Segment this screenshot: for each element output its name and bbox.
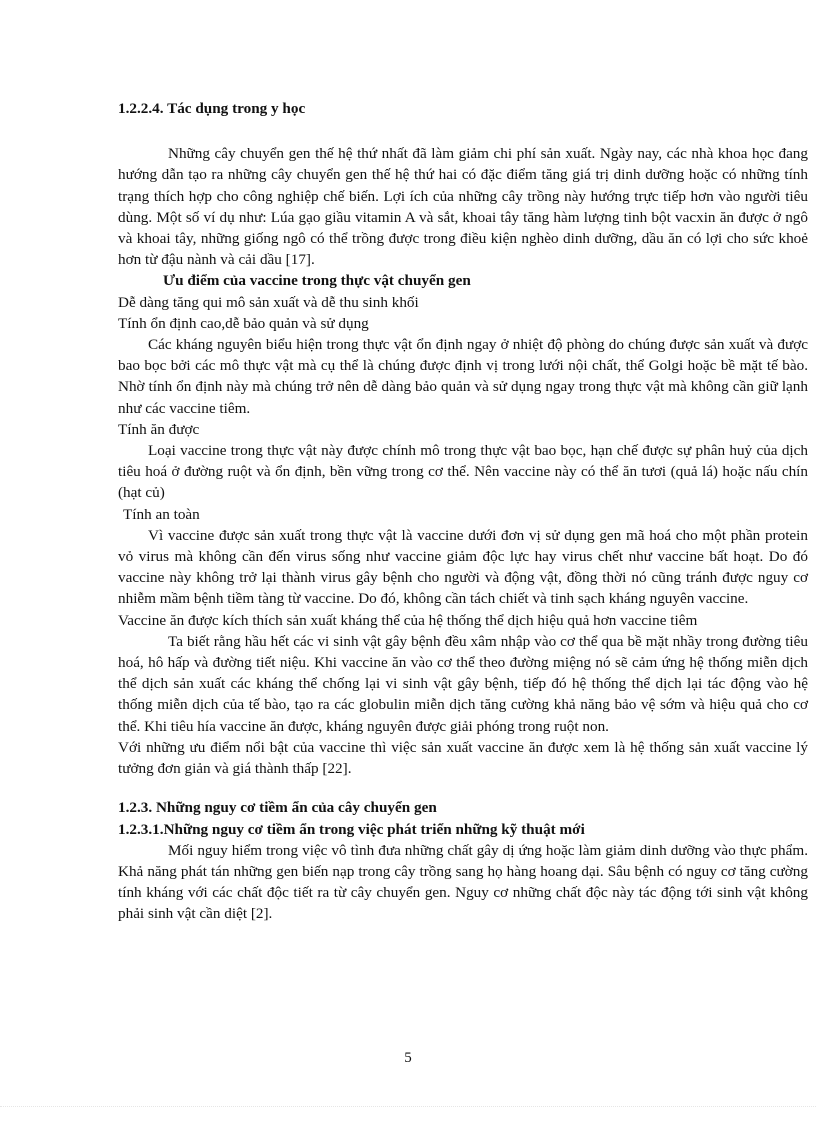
edible-paragraph: Loại vaccine trong thực vật này được chính mô trong thực vật bao bọc, hạn chế được sự phân huỷ của dịch tiêu hoá ở đường ruột và ổn định, bền vững trong cơ thể. Nên vaccine này có thể ăn tươi (quả lá) hoặc nấu chín (hạt củ): [118, 442, 808, 502]
page-content: [118, 98, 808, 925]
advantage-stability-line: Tính ổn định cao,dễ bảo quản và sử dụng: [118, 314, 369, 332]
advantage-safety-line: Tính an toàn: [123, 505, 200, 523]
section-1231-paragraph: Mối nguy hiểm trong việc vô tình đưa những chất gây dị ứng hoặc làm giảm dinh dưỡng vào thực phẩm. Khả năng phát tán những gen biến nạp trong cây trồng sang họ hàng hoang dại. Sâu bệnh có nguy cơ tăng cường tính kháng với các chất độc tiết ra từ cây chuyển gen. Nguy cơ những chất độc này tác động tới sinh vật không phải sinh vật cần diệt [2].: [118, 841, 808, 923]
stability-paragraph: Các kháng nguyên biểu hiện trong thực vật ổn định ngay ở nhiệt độ phòng do chúng được sản xuất và được bao bọc bởi các mô thực vật mà cụ thể là chúng được định vị trong lưới nội chất, thể Golgi hoặc bề mặt tế bào. Nhờ tính ổn định này mà chúng trở nên dễ dàng bảo quản và sử dụng ngay trong thực vật mà không cần giữ lạnh như các vaccine tiêm.: [118, 336, 808, 417]
page-bottom-divider: [0, 1106, 816, 1107]
advantages-heading: Ưu điểm của vaccine trong thực vật chuyển gen: [163, 272, 471, 290]
section-1224-paragraph: Những cây chuyển gen thế hệ thứ nhất đã làm giảm chi phí sản xuất. Ngày nay, các nhà khoa học đang hướng dẫn tạo ra những cây chuyển gen thế hệ thứ hai có đặc điểm tăng giá trị dinh dưỡng hoặc có những tính trạng thích hợp cho công nghiệp chế biến. Lợi ích của những cây trồng này hướng trực tiếp hơn vào người tiêu dùng. Một số ví dụ như: Lúa gạo giầu vitamin A và sắt, khoai tây tăng hàm lượng tinh bột vacxin ăn được ở ngô và khoai tây, những giống ngô có thể trồng được trong điều kiện nghèo dinh dưỡng, dầu ăn có lợi cho sức khoẻ hơn từ đậu nành và cải dầu [17].: [118, 145, 808, 269]
page-number: 5: [404, 1050, 412, 1066]
immune-response-line: Vaccine ăn được kích thích sản xuất kháng thể của hệ thống thể dịch hiệu quả hơn vaccine tiêm: [118, 611, 698, 629]
section-1224-heading: 1.2.2.4. Tác dụng trong y học: [118, 100, 306, 117]
section-123-heading: 1.2.3. Những nguy cơ tiềm ẩn của cây chuyển gen: [118, 799, 437, 817]
section-1231-heading: 1.2.3.1.Những nguy cơ tiềm ẩn trong việc phát triển những kỹ thuật mới: [118, 820, 585, 838]
immune-response-paragraph: Ta biết rằng hầu hết các vi sinh vật gây bệnh đều xâm nhập vào cơ thể qua bề mặt nhầy trong đường tiêu hoá, hô hấp và đường tiết niệu. Khi vaccine ăn vào cơ thể theo đường miệng nó sẽ cảm ứng hệ thống miễn dịch thể dịch sản xuất các kháng thể chống lại vi sinh vật gây bệnh, tiếp đó hệ thống thể dịch lại tác động vào hệ thống miễn dịch của tế bào, tạo ra các globulin miễn dịch tăng cường khả năng bảo vệ sớm và hiệu quả cho cơ thể. Khi tiêu hía vaccine ăn được, kháng nguyên được giải phóng trong ruột non.: [118, 632, 808, 735]
advantage-edible-line: Tính ăn được: [118, 420, 200, 438]
conclusion-paragraph: Với những ưu điểm nổi bật của vaccine thì việc sản xuất vaccine ăn được xem là hệ thống sản xuất vaccine lý tưởng đơn giản và giá thành thấp [22].: [118, 738, 808, 778]
safety-paragraph: Vì vaccine được sản xuất trong thực vật là vaccine dưới đơn vị sử dụng gen mã hoá cho một phần protein vỏ virus mà không cần đến virus sống như vaccine giảm độc lực hay virus chết như vaccine bất hoạt. Do đó vaccine này không trở lại thành virus gây bệnh cho người và động vật, đồng thời nó cũng tránh được nguy cơ nhiễm mầm bệnh tiềm tàng từ vaccine. Do đó, không cần tách chiết và tinh sạch kháng nguyên vaccine.: [118, 526, 808, 608]
advantage-scale-line: Dễ dàng tăng qui mô sản xuất và dễ thu sinh khối: [118, 293, 419, 311]
